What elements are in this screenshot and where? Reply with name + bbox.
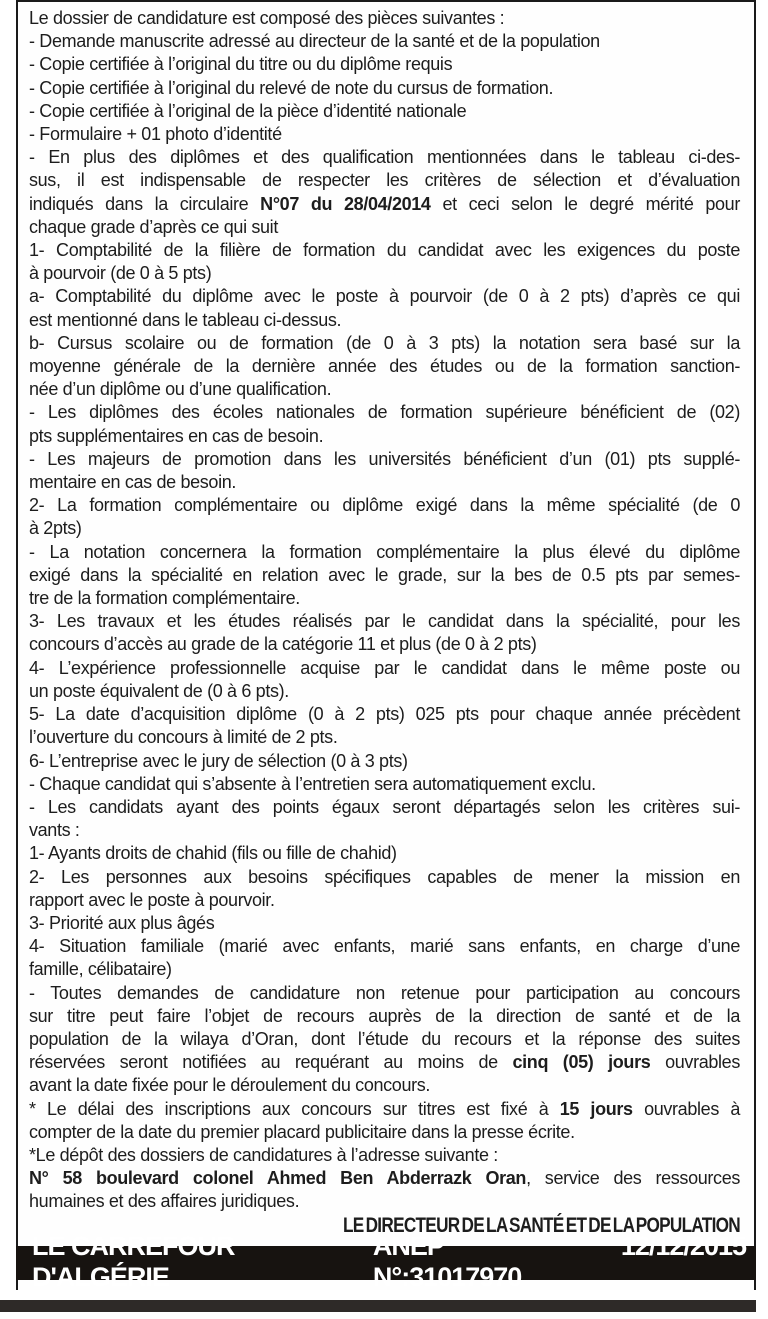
- publication-bar-right: [373, 1231, 746, 1293]
- text-run: moyenne générale de la dernière année des études ou de la formation sanction-: [29, 356, 740, 377]
- text-run: à 2pts): [29, 518, 82, 539]
- text-line: [29, 1190, 740, 1213]
- document-body: [18, 7, 754, 1237]
- text-run: un poste équivalent de (0 à 6 pts).: [29, 680, 289, 701]
- text-line: [29, 1051, 740, 1074]
- text-run: tre de la formation complémentaire.: [29, 588, 300, 609]
- publication-date: 12/12/2015: [620, 1231, 746, 1261]
- text-line: [29, 1167, 740, 1190]
- text-line: [29, 680, 740, 703]
- text-line: [29, 541, 740, 564]
- text-line: [29, 773, 740, 796]
- text-run: est mentionné dans le tableau ci-dessus.: [29, 309, 342, 330]
- text-run: 4- Situation familiale (marié avec enfants, marié sans enfants, en charge d’une: [29, 936, 740, 957]
- text-line: [29, 355, 740, 378]
- text-run: * Le délai des inscriptions aux concours sur titres est fixé à: [29, 1098, 560, 1119]
- text-run: - Chaque candidat qui s’absente à l’entretien sera automatiquement exclu.: [29, 773, 596, 794]
- text-run: N°07 du 28/04/2014: [260, 193, 431, 214]
- text-run: - Formulaire + 01 photo d’identité: [29, 124, 282, 145]
- text-run: 3- Les travaux et les études réalisés par le candidat dans la spécialité, pour les: [29, 611, 740, 632]
- text-line: [29, 332, 740, 355]
- text-line: [29, 494, 740, 517]
- text-line: [29, 912, 740, 935]
- text-run: réservées seront notifiées au requérant au moins de: [29, 1052, 513, 1073]
- text-line: [29, 1074, 740, 1097]
- text-line: [29, 958, 740, 981]
- text-run: famille, célibataire): [29, 959, 172, 980]
- text-line: [29, 100, 740, 123]
- text-line: [29, 193, 740, 216]
- text-line: [29, 401, 740, 424]
- text-run: 1- Comptabilité de la filière de formation du candidat avec les exigences du poste: [29, 240, 740, 261]
- text-run: 4- L’expérience professionnelle acquise par le candidat dans le même poste ou: [29, 657, 740, 678]
- text-line: [29, 657, 740, 680]
- text-run: rapport avec le poste à pourvoir.: [29, 889, 275, 910]
- text-run: LE DIRECTEUR DE LA SANTÉ ET DE LA POPULATION: [343, 1212, 740, 1237]
- text-line: [29, 123, 740, 146]
- text-line: [29, 726, 740, 749]
- text-run: 1- Ayants droits de chahid (fils ou fille de chahid): [29, 843, 397, 864]
- text-run: 3- Priorité aux plus âgés: [29, 912, 215, 933]
- text-run: vants :: [29, 820, 80, 841]
- text-line: [29, 610, 740, 633]
- text-line: [29, 1144, 740, 1167]
- text-line: [29, 1098, 740, 1121]
- text-run: sur titre peut faire l’objet de recours auprès de la direction de santé et de la: [29, 1005, 740, 1026]
- text-line: [29, 935, 740, 958]
- text-line: [29, 866, 740, 889]
- text-line: [29, 448, 740, 471]
- text-run: ouvrables: [650, 1052, 740, 1073]
- text-run: N° 58 boulevard colonel Ahmed Ben Abderrazk Oran: [29, 1168, 527, 1189]
- text-run: population de la wilaya d’Oran, dont l’étude du recours et la réponse des suites: [29, 1028, 740, 1049]
- publication-name: LE CARREFOUR D'ALGÉRIE: [32, 1231, 235, 1292]
- text-line: [29, 633, 740, 656]
- text-run: concours d’accès au grade de la catégorie 11 et plus (de 0 à 2 pts): [29, 634, 537, 655]
- text-run: 2- Les personnes aux besoins spécifiques capables de mener la mission en: [29, 866, 740, 887]
- text-line: [29, 239, 740, 262]
- text-line: [29, 982, 740, 1005]
- text-run: - Copie certifiée à l’original du relevé de note du cursus de formation.: [29, 77, 554, 98]
- text-run: - Les majeurs de promotion dans les universités bénéficient d’un (01) pts supplé-: [29, 448, 740, 469]
- text-run: et ceci selon le degré mérité pour: [430, 193, 740, 214]
- publication-bar: [16, 1231, 756, 1292]
- text-line: [29, 169, 740, 192]
- text-run: - Copie certifiée à l’original du titre ou du diplôme requis: [29, 54, 453, 75]
- text-run: Le dossier de candidature est composé des pièces suivantes :: [29, 8, 505, 28]
- text-run: 15 jours: [559, 1098, 633, 1119]
- text-run: avant la date fixée pour le déroulement du concours.: [29, 1075, 431, 1096]
- text-line: [29, 889, 740, 912]
- text-run: - Les diplômes des écoles nationales de formation supérieure bénéficient de (02): [29, 402, 740, 423]
- text-line: [29, 30, 740, 53]
- text-run: - La notation concernera la formation complémentaire la plus élevé du diplôme: [29, 541, 740, 562]
- text-run: - En plus des diplômes et des qualification mentionnées dans le tableau ci-des-: [29, 147, 740, 168]
- text-line: [29, 1005, 740, 1028]
- bottom-rule: [0, 1300, 756, 1312]
- text-line: [29, 1028, 740, 1051]
- text-run: - Demande manuscrite adressé au directeur de la santé et de la population: [29, 31, 600, 52]
- text-run: à pourvoir (de 0 à 5 pts): [29, 263, 212, 284]
- text-run: humaines et des affaires juridiques.: [29, 1191, 300, 1212]
- text-line: [29, 750, 740, 773]
- text-line: [29, 146, 740, 169]
- text-line: [29, 216, 740, 239]
- text-line: [29, 378, 740, 401]
- text-run: 2- La formation complémentaire ou diplôme exigé dans la même spécialité (de 0: [29, 495, 740, 516]
- text-run: cinq (05) jours: [512, 1052, 651, 1073]
- text-line: [29, 53, 740, 76]
- text-line: [29, 262, 740, 285]
- text-line: [29, 471, 740, 494]
- text-line: [29, 77, 740, 100]
- text-run: - Toutes demandes de candidature non retenue pour participation au concours: [29, 982, 740, 1003]
- text-line: [29, 285, 740, 308]
- text-run: sus, il est indispensable de respecter les critères de sélection et d’évaluation: [29, 170, 740, 191]
- text-run: chaque grade d’après ce qui suit: [29, 216, 278, 237]
- text-run: 6- L’entreprise avec le jury de sélection (0 à 3 pts): [29, 750, 408, 771]
- text-run: mentaire en cas de besoin.: [29, 472, 237, 493]
- text-run: l’ouverture du concours à limité de 2 pts.: [29, 727, 338, 748]
- text-line: [29, 564, 740, 587]
- text-line: [29, 587, 740, 610]
- text-run: a- Comptabilité du diplôme avec le poste à pourvoir (de 0 à 2 pts) d’après ce qui: [29, 286, 740, 307]
- text-line: [29, 842, 740, 865]
- text-line: [29, 1121, 740, 1144]
- text-line: [29, 7, 740, 30]
- text-run: 5- La date d’acquisition diplôme (0 à 2 pts) 025 pts pour chaque année précèdent: [29, 704, 740, 725]
- text-line: [29, 819, 740, 842]
- text-line: [29, 517, 740, 540]
- text-line: [29, 425, 740, 448]
- text-run: b- Cursus scolaire ou de formation (de 0 à 3 pts) la notation sera basé sur la: [29, 332, 740, 353]
- text-run: - Copie certifiée à l’original de la pièce d’identité nationale: [29, 100, 467, 121]
- text-run: ouvrables à: [632, 1098, 740, 1119]
- text-run: *Le dépôt des dossiers de candidatures à l’adresse suivante :: [29, 1144, 498, 1165]
- text-run: compter de la date du premier placard publicitaire dans la presse écrite.: [29, 1121, 575, 1142]
- text-run: , service des ressources: [526, 1168, 741, 1189]
- text-line: [29, 309, 740, 332]
- text-run: pts supplémentaires en cas de besoin.: [29, 425, 324, 446]
- text-run: - Les candidats ayant des points égaux seront départagés selon les critères sui-: [29, 796, 740, 817]
- text-line: [29, 796, 740, 819]
- text-run: indiqués dans la circulaire: [29, 193, 261, 214]
- text-run: née d’un diplôme ou d’une qualification.: [29, 379, 332, 400]
- text-line: [29, 703, 740, 726]
- text-run: exigé dans la spécialité en relation avec le grade, sur la bes de 0.5 pts par semes-: [29, 564, 740, 585]
- anep-number: ANEP N°:31017970: [372, 1231, 522, 1292]
